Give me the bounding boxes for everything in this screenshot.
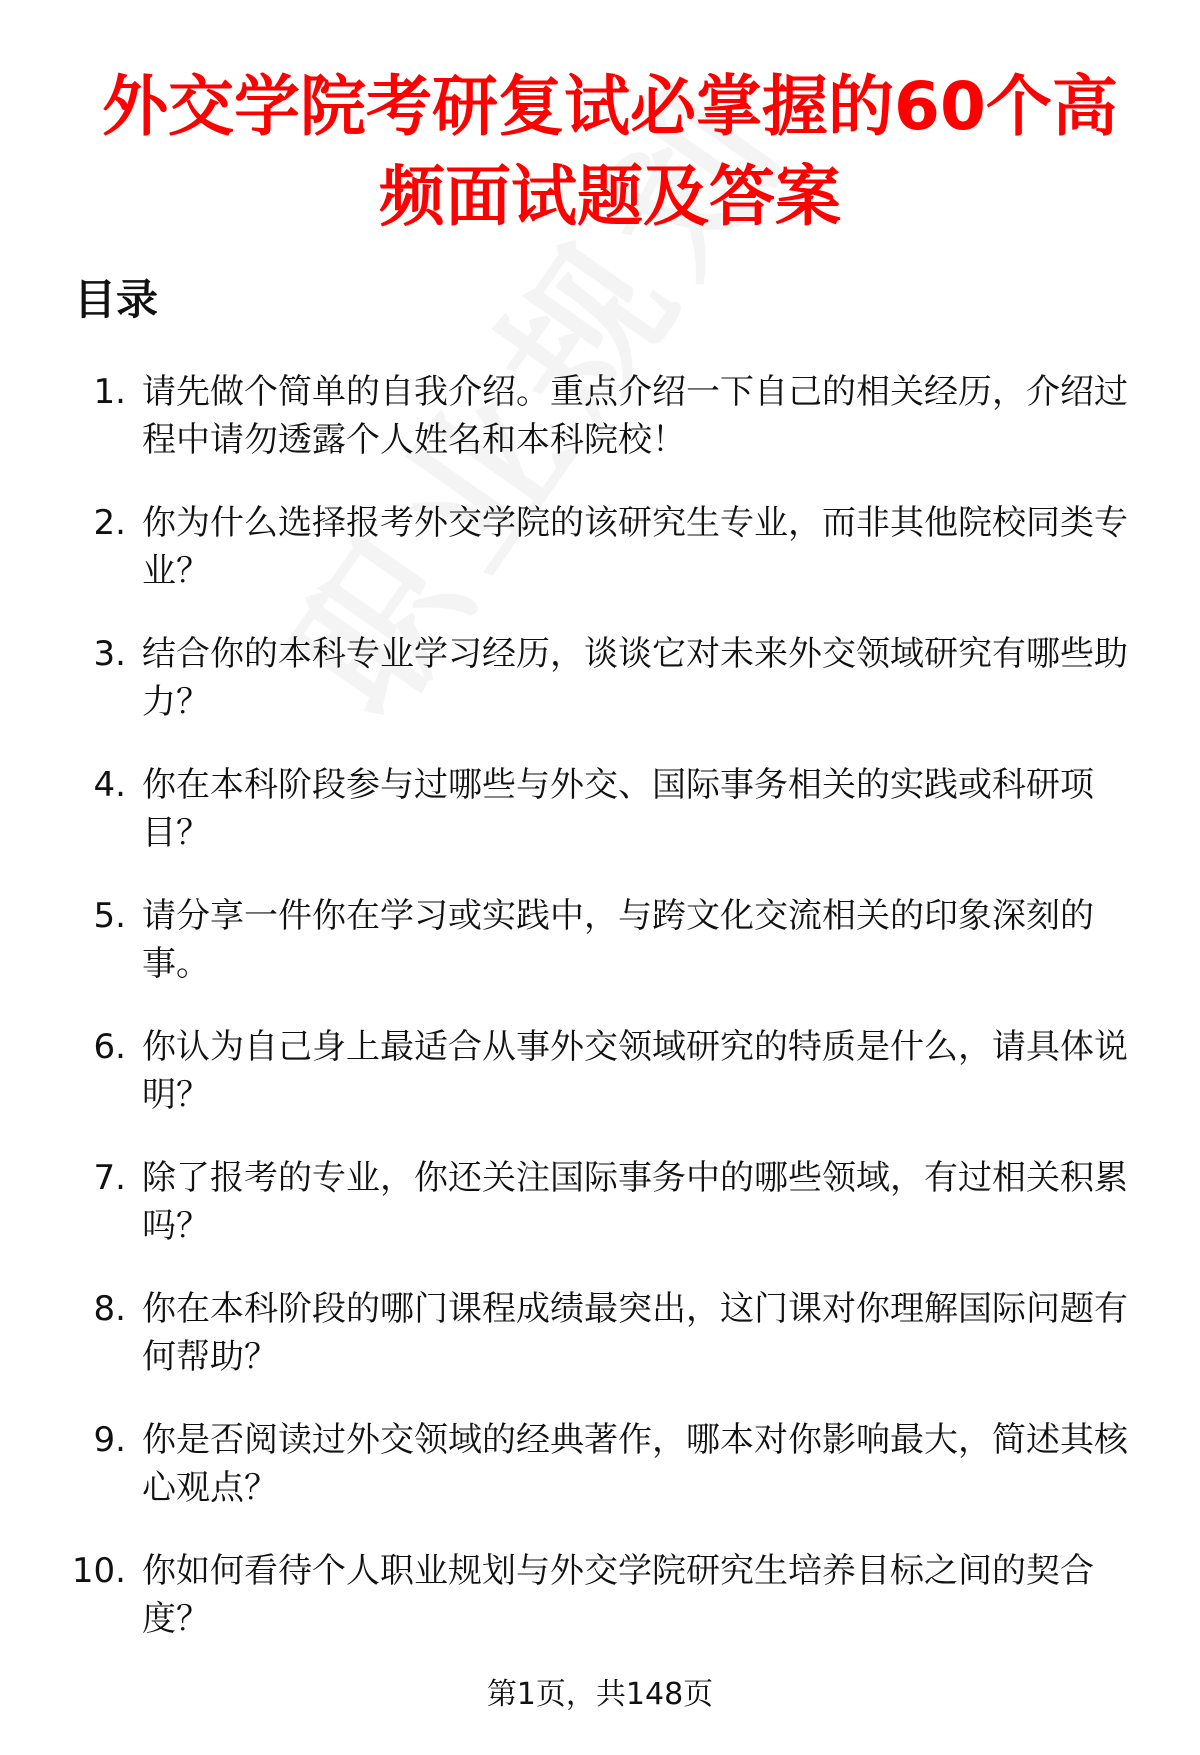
document-title: 外交学院考研复试必掌握的60个高频面试题及答案 [102,68,1118,235]
toc-item-number: 6. [93,1027,126,1067]
toc-item[interactable] [40,892,1140,1023]
toc-item-number: 8. [93,1289,126,1329]
toc-item[interactable] [40,630,1140,761]
toc-item-number: 9. [93,1420,126,1460]
toc-item-number: 3. [93,634,126,674]
toc-item-number: 10. [71,1551,126,1591]
toc-item-text: 请分享一件你在学习或实践中，与跨文化交流相关的印象深刻的事。 [142,896,1094,984]
toc-item[interactable] [40,1154,1140,1285]
toc-item-number: 4. [93,765,126,805]
toc-item[interactable] [40,1285,1140,1416]
page-footer: 第1页，共148页 [486,1677,714,1712]
toc-list [40,368,1140,1678]
toc-item-text: 你在本科阶段参与过哪些与外交、国际事务相关的实践或科研项目？ [142,765,1094,853]
toc-item[interactable] [40,1023,1140,1154]
toc-item[interactable] [40,1416,1140,1547]
toc-item-text: 请先做个简单的自我介绍。重点介绍一下自己的相关经历，介绍过程中请勿透露个人姓名和本科院校！ [142,372,1128,460]
toc-item-text: 你为什么选择报考外交学院的该研究生专业，而非其他院校同类专业？ [142,503,1128,591]
toc-item-text: 你如何看待个人职业规划与外交学院研究生培养目标之间的契合度？ [142,1551,1094,1639]
toc-item-text: 结合你的本科专业学习经历，谈谈它对未来外交领域研究有哪些助力？ [142,634,1128,722]
toc-item-text: 你在本科阶段的哪门课程成绩最突出，这门课对你理解国际问题有何帮助？ [142,1289,1128,1377]
toc-item[interactable] [40,1547,1140,1678]
toc-item-number: 5. [93,896,126,936]
toc-item[interactable] [40,368,1140,499]
toc-item-number: 2. [93,503,126,543]
toc-item-text: 除了报考的专业，你还关注国际事务中的哪些领域，有过相关积累吗？ [142,1158,1128,1246]
toc-item-text: 你认为自己身上最适合从事外交领域研究的特质是什么，请具体说明？ [142,1027,1128,1115]
toc-heading: 目录 [74,275,159,324]
toc-item-text: 你是否阅读过外交领域的经典著作，哪本对你影响最大，简述其核心观点？ [142,1420,1128,1508]
toc-item[interactable] [40,761,1140,892]
toc-item[interactable] [40,499,1140,630]
toc-item-number: 7. [93,1158,126,1198]
toc-item-number: 1. [93,372,126,412]
